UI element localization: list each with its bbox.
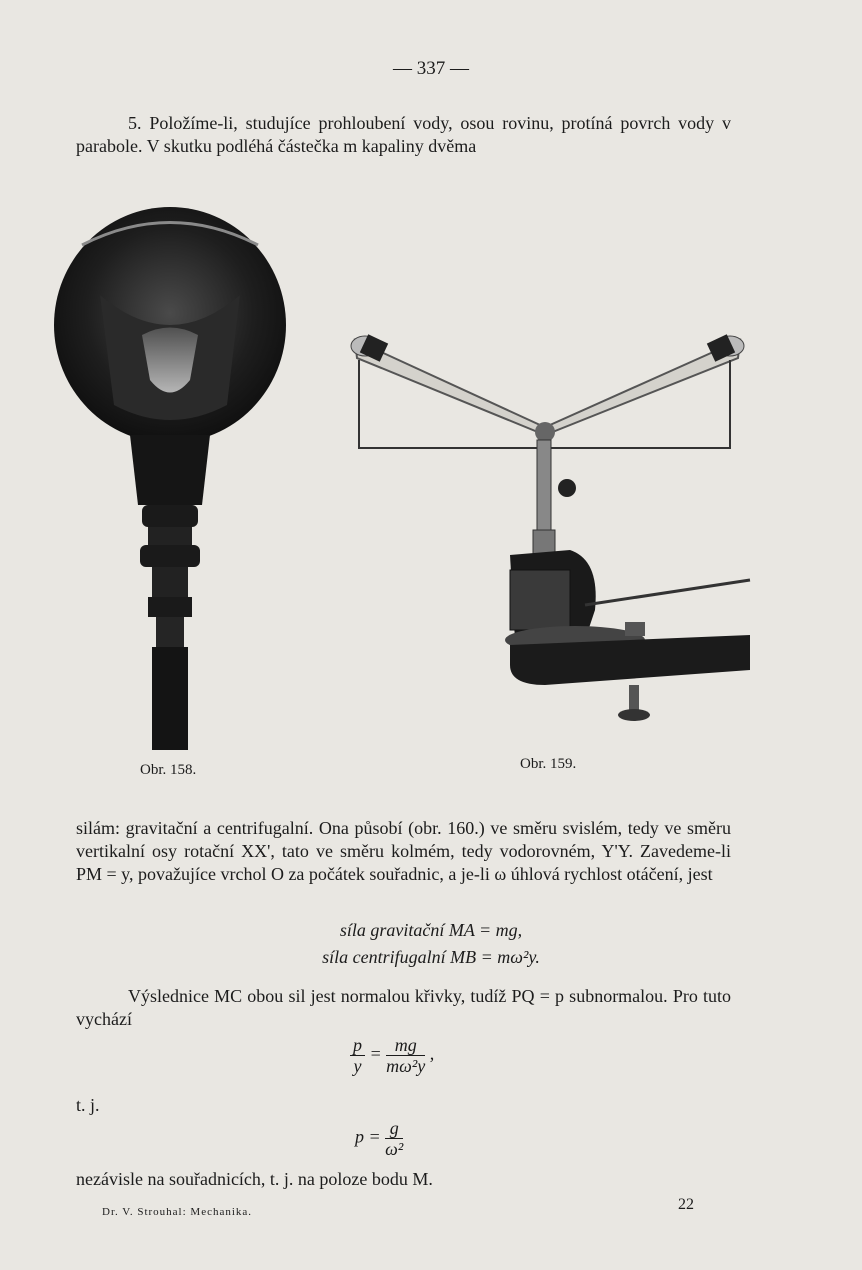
page-number: — 337 —	[393, 58, 469, 79]
paragraph-resultant	[76, 985, 731, 1031]
fraction-p-over-y	[350, 1035, 365, 1076]
figure-159-apparatus	[345, 300, 755, 745]
equation-lhs: p =	[355, 1126, 381, 1147]
fraction-g-over-w2	[385, 1118, 403, 1159]
fraction-mg-over-mw2y	[386, 1035, 425, 1076]
fraction-numerator: g	[385, 1118, 403, 1139]
fraction-numerator: mg	[386, 1035, 425, 1056]
paragraph-forces: silám: gravitační a centrifugalní. Ona působí (obr. 160.) ve směru svislém, tedy ve směru vertikalní osy rotační XX', tato ve směru kolmém, tedy vodorovném, Y'Y. Zavedeme-li PM = y, považujíce vrchol O za počátek souřadnic, a je-li ω úhlová rychlost otáčení, jest	[76, 818, 731, 884]
figure-158-caption: Obr. 158.	[140, 762, 197, 778]
footer-author-title: Dr. V. Strouhal: Mechanika.	[102, 1206, 253, 1218]
figure-158-flask	[52, 205, 288, 750]
fraction-denominator: mω²y	[386, 1056, 426, 1076]
equation-trailing-comma: ,	[429, 1043, 435, 1064]
paragraph-intro-text: 5. Položíme-li, studujíce prohloubení vody, osou rovinu, protíná povrch vody v parabole. V skutku podléhá částečka m kapaliny dvěma	[76, 113, 731, 156]
equation-subnormal-ratio	[350, 1035, 434, 1076]
fraction-numerator: p	[350, 1035, 365, 1056]
fraction-denominator: y	[353, 1056, 362, 1076]
equals-sign: =	[369, 1043, 382, 1064]
footer-signature-number: 22	[678, 1196, 694, 1213]
equation-subnormal-result	[355, 1118, 403, 1159]
paragraph-intro	[76, 112, 731, 158]
paragraph-resultant-text: Výslednice MC obou sil jest normalou křivky, tudíž PQ = p subnormalou. Pro tuto vychází	[76, 986, 731, 1029]
abbreviation-tj: t. j.	[76, 1095, 100, 1115]
formula-centrifugal: síla centrifugalní MB = mω²y.	[322, 947, 540, 967]
formula-gravitational: síla gravitační MA = mg,	[339, 920, 523, 940]
figure-159-caption: Obr. 159.	[520, 756, 577, 772]
paragraph-conclusion: nezávisle na souřadnicích, t. j. na poloze bodu M.	[76, 1169, 433, 1189]
fraction-denominator: ω²	[385, 1139, 404, 1159]
